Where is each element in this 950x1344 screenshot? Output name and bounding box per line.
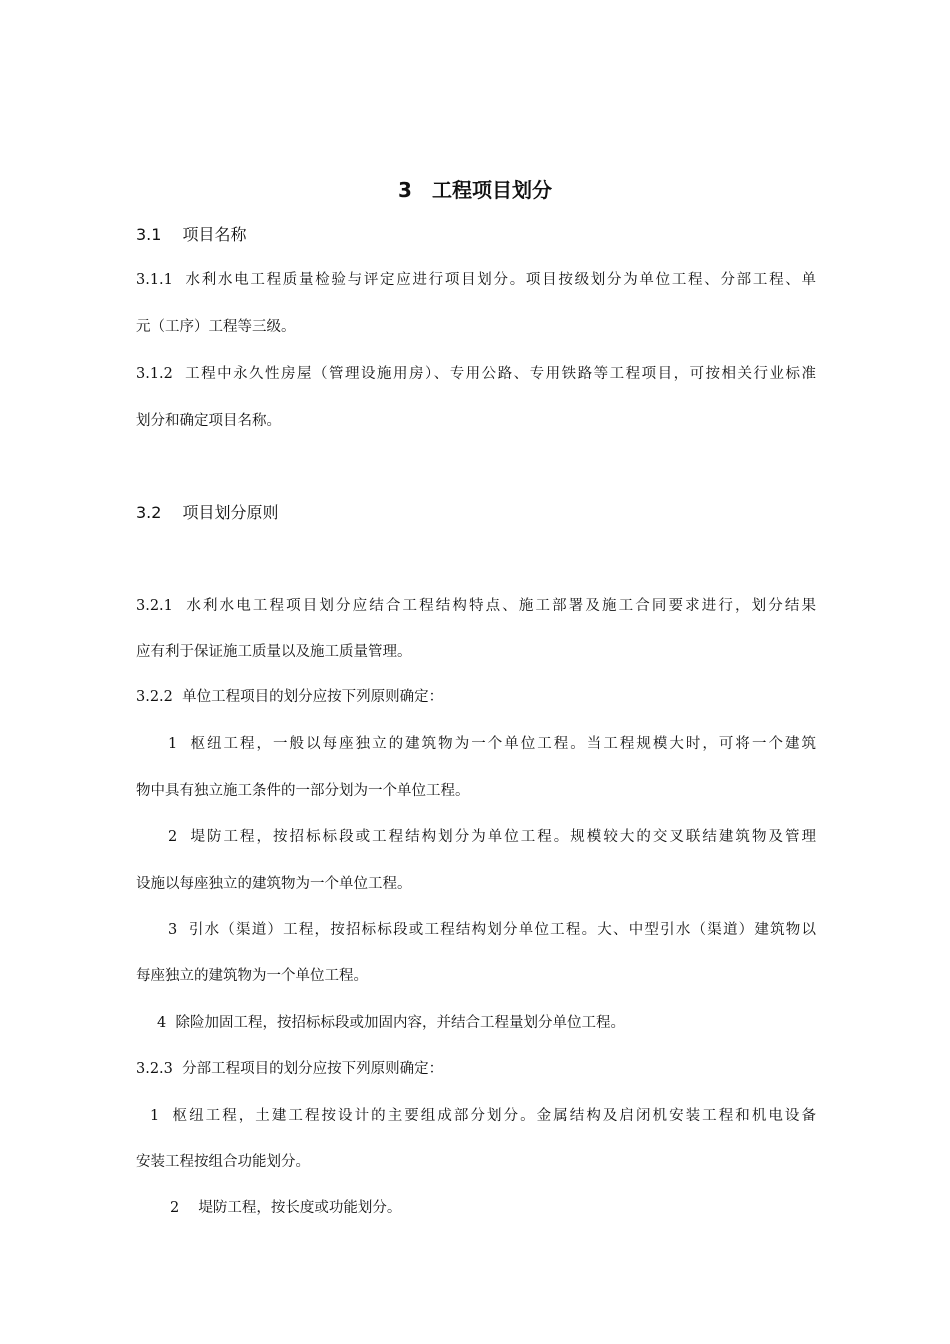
clause-3-2-1-line-1: 3.2.1 水利水电工程项目划分应结合工程结构特点、施工部署及施工合同要求进行，划分结果	[136, 598, 816, 614]
clause-3-2-2-item-3-line-1: 3 引水（渠道）工程，按招标标段或工程结构划分单位工程。大、中型引水（渠道）建筑物以	[168, 922, 816, 938]
clause-3-1-2-line-2: 划分和确定项目名称。	[136, 413, 281, 429]
clause-3-2-3-item-2: 2 堤防工程，按长度或功能划分。	[170, 1200, 402, 1216]
chapter-title: 3 工程项目划分	[398, 178, 552, 202]
clause-3-2-3-item-1-line-2: 安装工程按组合功能划分。	[136, 1154, 310, 1170]
clause-3-2-3-item-1-line-1: 1 枢纽工程，土建工程按设计的主要组成部分划分。金属结构及启闭机安装工程和机电设备	[150, 1108, 816, 1124]
clause-3-2-2-item-3-line-2: 每座独立的建筑物为一个单位工程。	[136, 968, 368, 984]
clause-3-2-2-item-2-line-1: 2 堤防工程，按招标标段或工程结构划分为单位工程。规模较大的交叉联结建筑物及管理	[168, 829, 816, 845]
clause-3-1-1-line-1: 3.1.1 水利水电工程质量检验与评定应进行项目划分。项目按级划分为单位工程、分部工程、单	[136, 272, 816, 288]
clause-3-2-3-line-1: 3.2.3 分部工程项目的划分应按下列原则确定：	[136, 1061, 444, 1077]
clause-3-1-1-line-2: 元（工序）工程等三级。	[136, 319, 296, 335]
clause-3-2-2-item-1-line-1: 1 枢纽工程，一般以每座独立的建筑物为一个单位工程。当工程规模大时，可将一个建筑	[168, 736, 816, 752]
clause-3-2-2-item-4: 4 除险加固工程，按招标标段或加固内容，并结合工程量划分单位工程。	[157, 1015, 625, 1031]
section-heading-3-1: 3.1 项目名称	[136, 225, 247, 244]
clause-3-2-2-item-1-line-2: 物中具有独立施工条件的一部分划为一个单位工程。	[136, 783, 470, 799]
section-heading-3-2: 3.2 项目划分原则	[136, 503, 279, 522]
clause-3-2-1-line-2: 应有利于保证施工质量以及施工质量管理。	[136, 644, 412, 660]
clause-3-1-2-line-1: 3.1.2 工程中永久性房屋（管理设施用房）、专用公路、专用铁路等工程项目，可按相关行业标准	[136, 366, 816, 382]
clause-3-2-2-line-1: 3.2.2 单位工程项目的划分应按下列原则确定：	[136, 689, 444, 705]
clause-3-2-2-item-2-line-2: 设施以每座独立的建筑物为一个单位工程。	[136, 876, 412, 892]
